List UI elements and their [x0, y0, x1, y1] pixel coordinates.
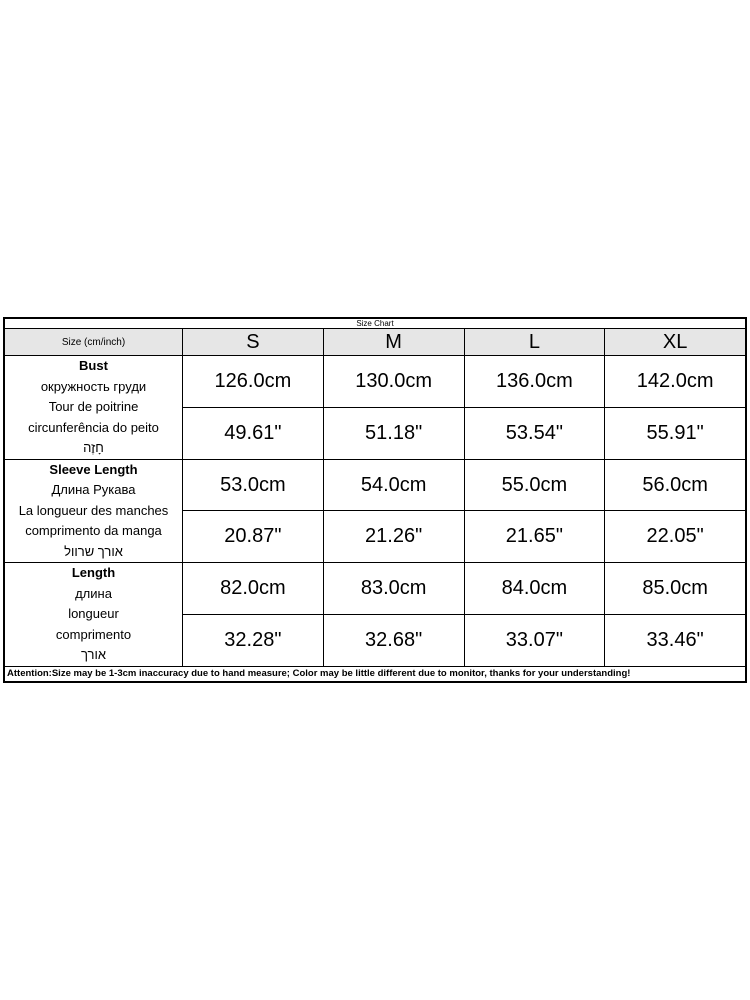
bust-cm-row	[5, 356, 746, 408]
length-label-he: אורך	[80, 647, 107, 663]
bust-label-pt: circunferência do peito	[28, 419, 159, 435]
bust-xl-inch: 55.91"	[605, 407, 746, 459]
size-l: L	[464, 329, 605, 356]
sleeve-label-en: Sleeve Length	[49, 461, 138, 477]
size-s: S	[183, 329, 324, 356]
chart-title: Size Chart	[5, 319, 746, 329]
bust-s-inch: 49.61"	[183, 407, 324, 459]
size-chart-table	[4, 318, 746, 682]
sleeve-l-cm: 55.0cm	[464, 459, 605, 511]
sleeve-label	[5, 459, 183, 563]
bust-label	[5, 356, 183, 460]
sleeve-m-cm: 54.0cm	[323, 459, 464, 511]
sleeve-cm-row	[5, 459, 746, 511]
length-m-cm: 83.0cm	[323, 563, 464, 615]
sleeve-xl-cm: 56.0cm	[605, 459, 746, 511]
note-row	[5, 666, 746, 681]
sleeve-s-inch: 20.87"	[183, 511, 324, 563]
size-chart	[3, 317, 747, 683]
title-row	[5, 319, 746, 329]
length-xl-inch: 33.46"	[605, 615, 746, 667]
sleeve-l-inch: 21.65"	[464, 511, 605, 563]
sleeve-xl-inch: 22.05"	[605, 511, 746, 563]
sleeve-label-pt: comprimento da manga	[25, 523, 162, 539]
size-m: M	[323, 329, 464, 356]
bust-label-en: Bust	[79, 358, 108, 374]
attention-note: Attention:Size may be 1-3cm inaccuracy due to hand measure; Color may be little different due to monitor, thanks for your understanding!	[5, 666, 746, 681]
length-label-fr: longueur	[68, 606, 119, 622]
header-row	[5, 329, 746, 356]
length-label	[5, 563, 183, 667]
size-xl: XL	[605, 329, 746, 356]
sleeve-label-fr: La longueur des manches	[18, 502, 169, 518]
sleeve-s-cm: 53.0cm	[183, 459, 324, 511]
length-s-cm: 82.0cm	[183, 563, 324, 615]
bust-m-cm: 130.0cm	[323, 356, 464, 408]
sleeve-label-he: אורך שרוול	[64, 543, 123, 559]
bust-label-fr: Tour de poitrine	[48, 399, 139, 415]
length-cm-row	[5, 563, 746, 615]
length-label-pt: comprimento	[55, 626, 132, 642]
sleeve-label-ru: Длина Рукава	[51, 482, 136, 498]
bust-m-inch: 51.18"	[323, 407, 464, 459]
size-header: Size (cm/inch)	[5, 329, 183, 356]
bust-l-cm: 136.0cm	[464, 356, 605, 408]
bust-s-cm: 126.0cm	[183, 356, 324, 408]
length-l-inch: 33.07"	[464, 615, 605, 667]
bust-label-ru: окружность груди	[40, 378, 147, 394]
length-l-cm: 84.0cm	[464, 563, 605, 615]
length-label-ru: длина	[75, 585, 112, 601]
bust-label-he: חָזֶה	[83, 440, 104, 456]
length-m-inch: 32.68"	[323, 615, 464, 667]
length-xl-cm: 85.0cm	[605, 563, 746, 615]
bust-l-inch: 53.54"	[464, 407, 605, 459]
length-label-en: Length	[71, 565, 116, 581]
bust-xl-cm: 142.0cm	[605, 356, 746, 408]
sleeve-m-inch: 21.26"	[323, 511, 464, 563]
length-s-inch: 32.28"	[183, 615, 324, 667]
